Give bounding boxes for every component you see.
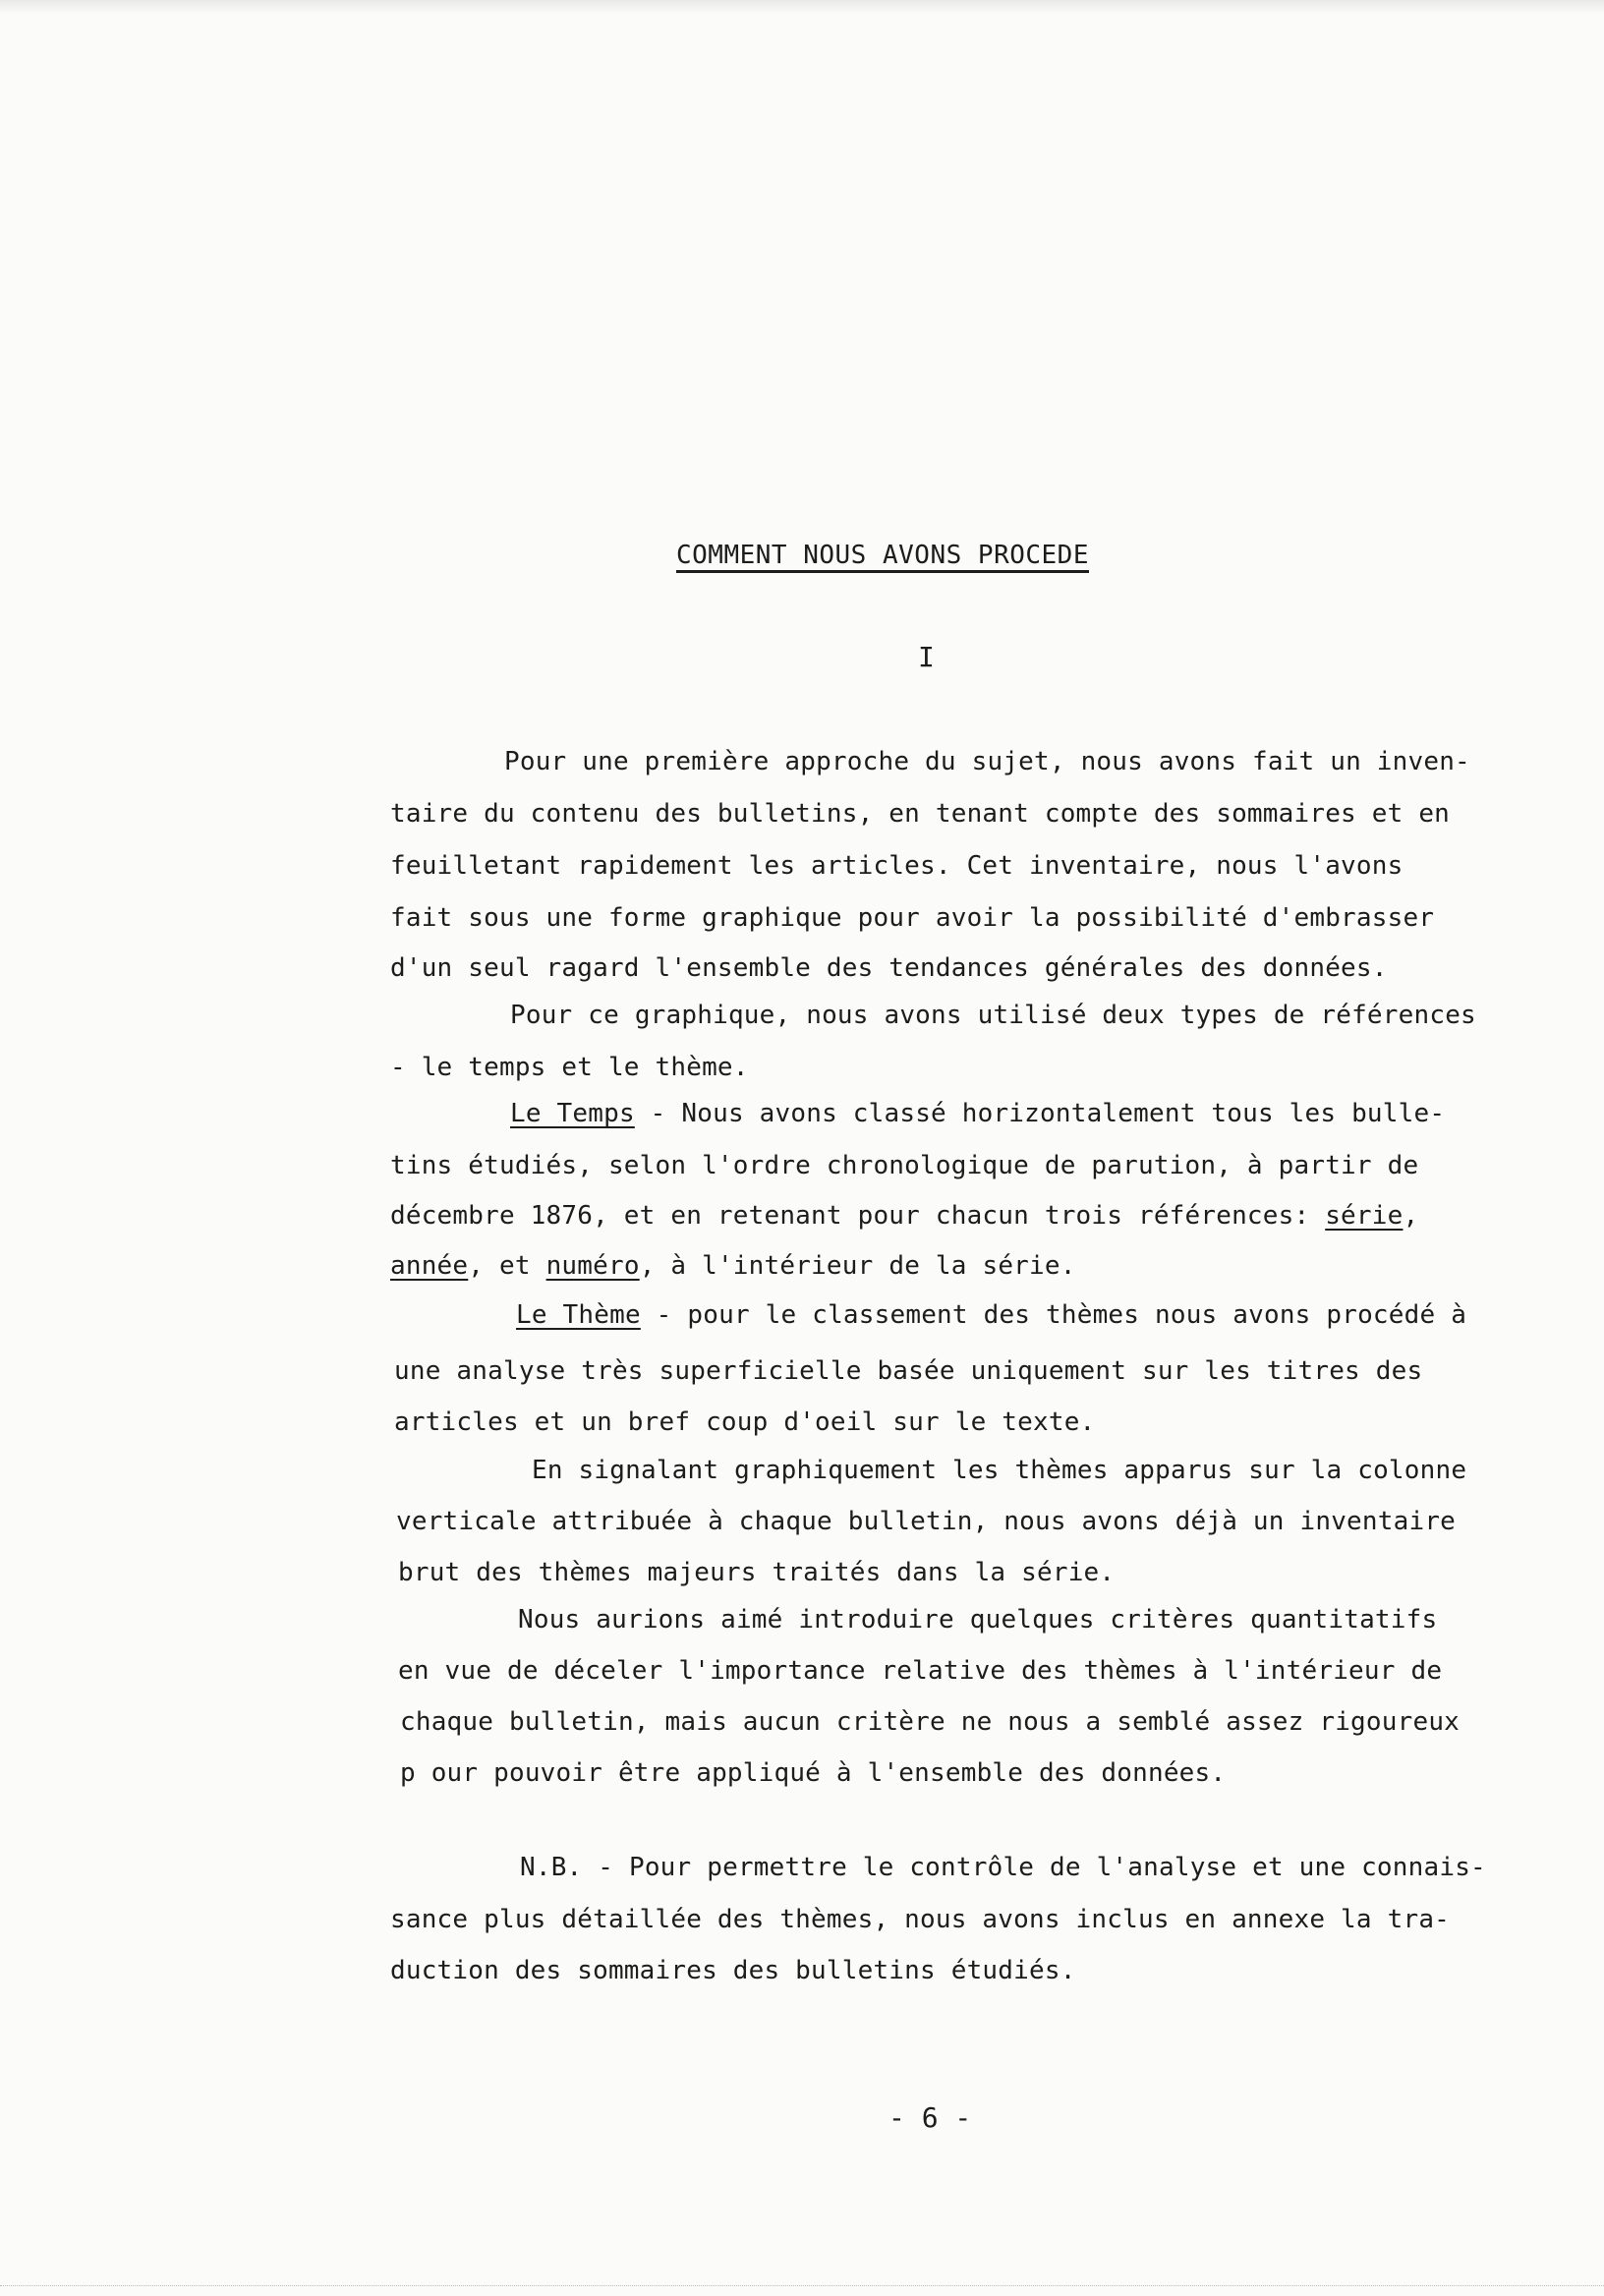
paragraph-3-line-3-end: , <box>1403 1201 1419 1231</box>
paragraph-4-line-1-text: - pour le classement des thèmes nous avons procédé à <box>640 1300 1467 1330</box>
document-title: COMMENT NOUS AVONS PROCEDE <box>676 541 1089 570</box>
paragraph-2-line-1: Pour ce graphique, nous avons utilisé deux types de références <box>510 1001 1476 1030</box>
paragraph-3-line-3 <box>390 1201 1418 1231</box>
scan-edge-bottom <box>0 2285 1604 2296</box>
paragraph-1-line-3: feuilletant rapidement les articles. Cet inventaire, nous l'avons <box>390 851 1404 881</box>
paragraph-4-line-2: une analyse très superficielle basée uniquement sur les titres des <box>394 1356 1423 1386</box>
paragraph-3-line-4-end: , à l'intérieur de la série. <box>639 1251 1076 1281</box>
paragraph-4-line-3: articles et un bref coup d'oeil sur le texte. <box>394 1407 1096 1437</box>
numero-term: numéro <box>545 1251 640 1281</box>
paragraph-1-line-2: taire du contenu des bulletins, en tenant compte des sommaires et en <box>390 799 1451 829</box>
paragraph-6-line-2: en vue de déceler l'importance relative des thèmes à l'intérieur de <box>398 1656 1443 1686</box>
paragraph-3-line-4 <box>390 1251 1076 1281</box>
paragraph-3-line-1 <box>510 1099 1445 1128</box>
paragraph-3-line-2: tins étudiés, selon l'ordre chronologique de parution, à partir de <box>390 1151 1419 1180</box>
scan-edge-top <box>0 0 1604 14</box>
paragraph-5-line-2: verticale attribuée à chaque bulletin, nous avons déjà un inventaire <box>396 1507 1457 1536</box>
paragraph-6-line-4: p our pouvoir être appliqué à l'ensemble des données. <box>400 1758 1227 1788</box>
paragraph-6-line-3: chaque bulletin, mais aucun critère ne nous a semblé assez rigoureux <box>400 1707 1461 1737</box>
note-line-2: sance plus détaillée des thèmes, nous avons inclus en annexe la tra- <box>390 1905 1451 1934</box>
note-line-1: N.B. - Pour permettre le contrôle de l'analyse et une connais- <box>520 1853 1486 1882</box>
section-number: I <box>918 641 935 673</box>
paragraph-2-line-2: - le temps et le thème. <box>390 1053 749 1082</box>
annee-term: année <box>390 1251 469 1281</box>
note-line-3: duction des sommaires des bulletins étudiés. <box>390 1956 1076 1985</box>
paragraph-1-line-5: d'un seul ragard l'ensemble des tendances générales des données. <box>390 953 1388 983</box>
paragraph-5-line-1: En signalant graphiquement les thèmes apparus sur la colonne <box>532 1456 1467 1485</box>
paragraph-1-line-4: fait sous une forme graphique pour avoir la possibilité d'embrasser <box>390 903 1435 933</box>
paragraph-4-line-1 <box>516 1300 1466 1330</box>
paragraph-3-line-4-mid: , et <box>468 1251 546 1281</box>
paragraph-1-line-1: Pour une première approche du sujet, nous avons fait un inven- <box>504 747 1470 776</box>
le-theme-heading: Le Thème <box>516 1300 641 1330</box>
serie-term: série <box>1325 1201 1404 1231</box>
paragraph-3-line-3-text: décembre 1876, et en retenant pour chacun trois références: <box>390 1201 1326 1231</box>
paragraph-5-line-3: brut des thèmes majeurs traités dans la série. <box>398 1558 1116 1587</box>
paragraph-6-line-1: Nous aurions aimé introduire quelques critères quantitatifs <box>518 1605 1438 1635</box>
paragraph-3-line-1-text: - Nous avons classé horizontalement tous les bulle- <box>634 1099 1446 1128</box>
le-temps-heading: Le Temps <box>510 1099 635 1128</box>
page-number: - 6 - <box>888 2101 972 2134</box>
